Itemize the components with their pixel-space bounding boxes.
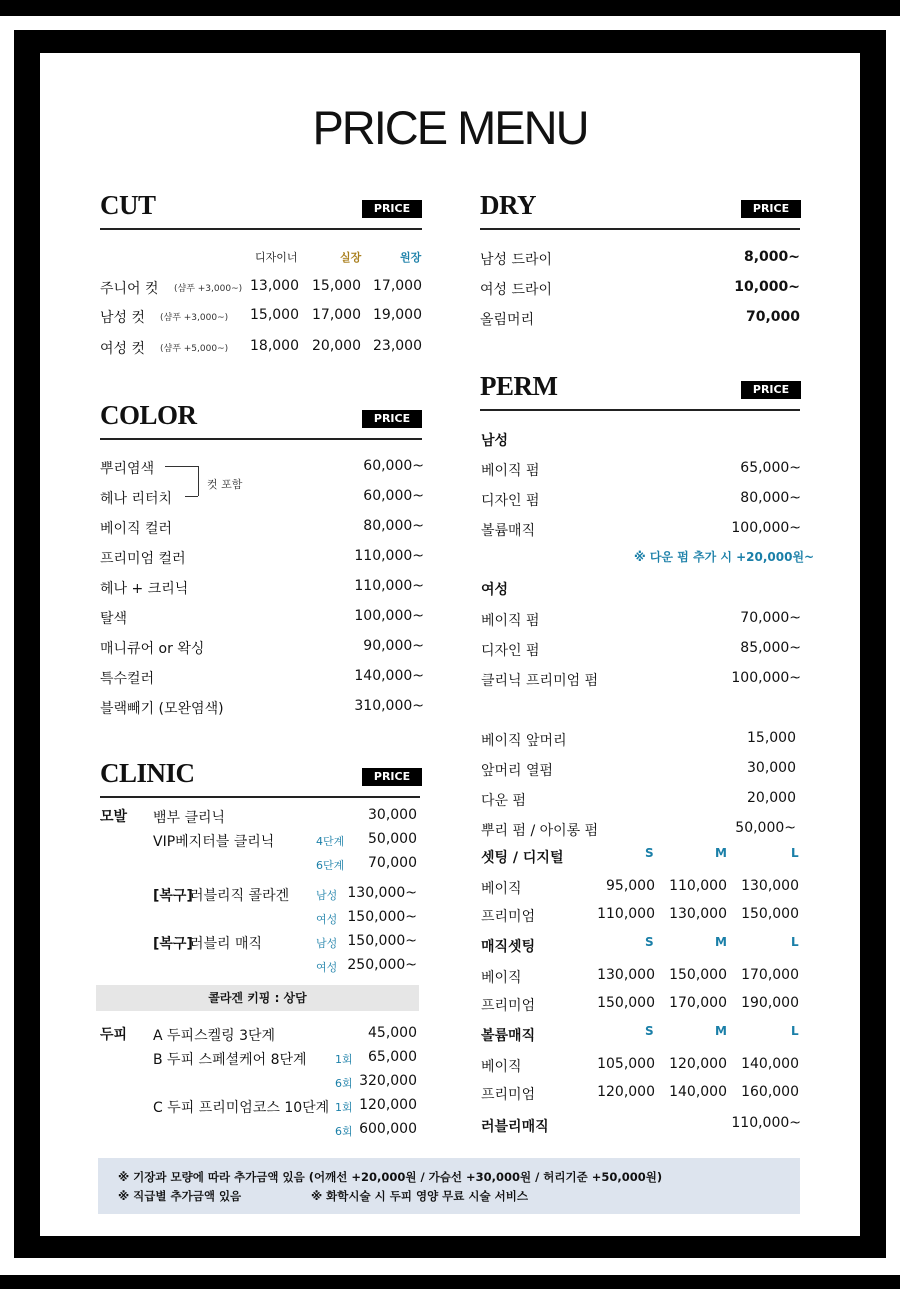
price-size-s: 95,000: [606, 878, 655, 894]
cut-included-note: 컷 포함: [207, 478, 243, 491]
price-size-s: 150,000: [597, 995, 655, 1011]
scalp-item-price: 600,000: [359, 1121, 417, 1137]
size-header-l: L: [791, 1024, 799, 1038]
color-rule: [100, 438, 422, 440]
recovery-prefix: [복구]: [153, 936, 193, 952]
perm-item-name: 베이직 펌: [481, 463, 540, 479]
cut-header-designer: 디자이너: [255, 251, 298, 264]
color-item-name: 블랙빼기 (모완염색): [100, 701, 224, 717]
perm-misc-price: 50,000~: [735, 820, 796, 836]
price-size-s: 105,000: [597, 1056, 655, 1072]
scalp-item-price: 320,000: [359, 1073, 417, 1089]
scalp-item-tag: 1회: [335, 1101, 353, 1114]
clinic-item-name: 뱀부 클리닉: [153, 810, 226, 826]
cut-item-name: 주니어 컷: [100, 281, 159, 297]
cut-item-name: 남성 컷: [100, 310, 146, 326]
cut-price-manager: 15,000: [312, 278, 361, 294]
price-size-l: 190,000: [741, 995, 799, 1011]
size-header-s: S: [645, 846, 654, 860]
clinic-item-price: 150,000~: [347, 909, 417, 925]
price-size-m: 130,000: [669, 906, 727, 922]
cut-section: [100, 190, 422, 360]
color-item-name: 헤나 + 크리닉: [100, 581, 189, 597]
cut-price-designer: 18,000: [250, 338, 299, 354]
perm-item-price: 85,000~: [740, 640, 801, 656]
size-header-s: S: [645, 935, 654, 949]
color-price-badge: PRICE: [362, 410, 422, 428]
color-item-name: 헤나 리터치: [100, 491, 173, 507]
scalp-item-tag: 1회: [335, 1053, 353, 1066]
clinic-item-price: 130,000~: [347, 885, 417, 901]
perm-group-label: 셋팅 / 디지털: [481, 850, 564, 866]
scalp-label: 두피: [100, 1027, 128, 1043]
perm-item-price: 80,000~: [740, 490, 801, 506]
perm-group-item-name: 베이직: [481, 881, 522, 897]
dry-item-name: 올림머리: [480, 312, 535, 328]
price-size-m: 150,000: [669, 967, 727, 983]
size-header-l: L: [791, 935, 799, 949]
collagen-keeping-text: 콜라겐 키핑 : 상담: [208, 991, 307, 1005]
price-size-l: 130,000: [741, 878, 799, 894]
perm-group-label: 볼륨매직: [481, 1028, 536, 1044]
perm-group-item-name: 프리미엄: [481, 998, 536, 1014]
perm-group-label: 매직셋팅: [481, 939, 536, 955]
perm-item-price: 65,000~: [740, 460, 801, 476]
perm-misc-price: 15,000: [747, 730, 796, 746]
color-item-name: 매니큐어 or 왁싱: [100, 641, 205, 657]
lovely-magic-name: 러블리매직: [481, 1119, 549, 1135]
perm-misc-name: 앞머리 열펌: [481, 763, 554, 779]
cut-price-manager: 20,000: [312, 338, 361, 354]
note-line-1: ※ 기장과 모량에 따라 추가금액 있음 (어깨선 +20,000원 / 가슴선 +30,000원 / 허리기준 +50,000원): [118, 1170, 663, 1184]
bracket-top: [165, 466, 198, 467]
clinic-item-tag: 남성: [316, 889, 338, 902]
perm-misc-name: 베이직 앞머리: [481, 733, 567, 749]
perm-item-price: 100,000~: [731, 670, 801, 686]
scalp-item-tag: 6회: [335, 1125, 353, 1138]
perm-misc-name: 뿌리 펌 / 아이롱 펌: [481, 823, 599, 839]
scalp-item-price: 45,000: [368, 1025, 417, 1041]
cut-item-name: 여성 컷: [100, 341, 146, 357]
size-header-s: S: [645, 1024, 654, 1038]
color-item-price: 140,000~: [354, 668, 424, 684]
dry-title: DRY: [480, 190, 537, 220]
perm-group-item-name: 베이직: [481, 970, 522, 986]
scalp-item-price: 120,000: [359, 1097, 417, 1113]
dry-section: [480, 190, 800, 230]
perm-male-label: 남성: [481, 433, 509, 449]
clinic-item-tag: 남성: [316, 937, 338, 950]
dry-rule: [480, 228, 800, 230]
color-item-name: 프리미엄 컬러: [100, 551, 186, 567]
notes-box: [98, 1158, 800, 1214]
perm-misc-name: 다운 펌: [481, 793, 527, 809]
clinic-item-tag: 4단계: [316, 835, 345, 848]
clinic-item-name: 러블리 매직: [190, 936, 263, 952]
scalp-item-name: B 두피 스페셜케어 8단계: [153, 1052, 307, 1068]
clinic-item-price: 70,000: [368, 855, 417, 871]
price-size-l: 160,000: [741, 1084, 799, 1100]
cut-price-director: 17,000: [373, 278, 422, 294]
clinic-rule: [100, 796, 420, 798]
cut-header-director: 원장: [400, 251, 422, 264]
perm-rule: [480, 409, 800, 411]
perm-misc-price: 20,000: [747, 790, 796, 806]
color-title: COLOR: [100, 400, 197, 430]
color-item-name: 특수컬러: [100, 671, 155, 687]
clinic-item-tag: 여성: [316, 961, 338, 974]
perm-title: PERM: [480, 371, 558, 401]
dry-item-name: 여성 드라이: [480, 282, 553, 298]
cut-price-manager: 17,000: [312, 307, 361, 323]
perm-item-name: 베이직 펌: [481, 613, 540, 629]
scalp-item-name: C 두피 프리미엄코스 10단계: [153, 1100, 330, 1116]
lovely-magic-price: 110,000~: [731, 1115, 801, 1131]
collagen-keeping-box: [96, 985, 419, 1011]
cut-header-manager: 실장: [340, 251, 362, 264]
size-header-m: M: [715, 1024, 727, 1038]
clinic-item-name: 러블리직 콜라겐: [190, 888, 290, 904]
cut-price-designer: 13,000: [250, 278, 299, 294]
price-size-m: 110,000: [669, 878, 727, 894]
perm-price-badge: PRICE: [741, 381, 801, 399]
perm-female-label: 여성: [481, 582, 509, 598]
cut-item-note: (샴푸 +3,000~): [174, 284, 243, 294]
perm-item-name: 클리닉 프리미엄 펌: [481, 673, 599, 689]
cut-item-note: (샴푸 +5,000~): [160, 344, 229, 354]
clinic-item-price: 250,000~: [347, 957, 417, 973]
color-item-price: 310,000~: [354, 698, 424, 714]
clinic-item-price: 30,000: [368, 807, 417, 823]
color-item-price: 110,000~: [354, 548, 424, 564]
perm-group-item-name: 프리미엄: [481, 909, 536, 925]
perm-item-name: 볼륨매직: [481, 523, 536, 539]
price-size-s: 120,000: [597, 1084, 655, 1100]
perm-item-name: 디자인 펌: [481, 493, 540, 509]
clinic-item-tag: 여성: [316, 913, 338, 926]
clinic-title: CLINIC: [100, 758, 195, 788]
bottom-bar: [0, 1275, 900, 1289]
cut-price-designer: 15,000: [250, 307, 299, 323]
color-item-price: 90,000~: [363, 638, 424, 654]
bracket-bottom: [185, 496, 198, 497]
color-item-name: 뿌리염색: [100, 461, 155, 477]
note-line-2b: ※ 화학시술 시 두피 영양 무료 시술 서비스: [311, 1189, 528, 1203]
color-section: [100, 400, 422, 440]
perm-item-price: 100,000~: [731, 520, 801, 536]
clinic-item-tag: 6단계: [316, 859, 345, 872]
perm-section: [480, 371, 800, 411]
price-size-l: 170,000: [741, 967, 799, 983]
size-header-m: M: [715, 935, 727, 949]
clinic-item-name: VIP베지터블 클리닉: [153, 834, 275, 850]
perm-misc-price: 30,000: [747, 760, 796, 776]
dry-item-name: 남성 드라이: [480, 252, 553, 268]
color-item-price: 100,000~: [354, 608, 424, 624]
size-header-l: L: [791, 846, 799, 860]
color-item-price: 60,000~: [363, 458, 424, 474]
perm-group-item-name: 프리미엄: [481, 1087, 536, 1103]
dry-item-price: 10,000~: [734, 279, 800, 295]
recovery-prefix: [복구]: [153, 888, 193, 904]
cut-rule: [100, 228, 422, 230]
color-item-price: 110,000~: [354, 578, 424, 594]
down-perm-note: ※ 다운 펌 추가 시 +20,000원~: [634, 550, 815, 564]
price-size-s: 110,000: [597, 906, 655, 922]
dry-item-price: 8,000~: [743, 249, 800, 265]
dry-price-badge: PRICE: [741, 200, 801, 218]
price-size-s: 130,000: [597, 967, 655, 983]
price-size-m: 170,000: [669, 995, 727, 1011]
perm-group-item-name: 베이직: [481, 1059, 522, 1075]
price-size-m: 120,000: [669, 1056, 727, 1072]
color-item-name: 탈색: [100, 611, 128, 627]
dry-item-price: 70,000: [745, 309, 800, 325]
price-size-m: 140,000: [669, 1084, 727, 1100]
cut-price-badge: PRICE: [362, 200, 422, 218]
cut-price-director: 19,000: [373, 307, 422, 323]
scalp-item-tag: 6회: [335, 1077, 353, 1090]
clinic-section: [100, 758, 420, 798]
page-title: PRICE MENU: [312, 101, 588, 154]
clinic-item-price: 150,000~: [347, 933, 417, 949]
color-item-price: 60,000~: [363, 488, 424, 504]
price-size-l: 150,000: [741, 906, 799, 922]
clinic-item-price: 50,000: [368, 831, 417, 847]
size-header-m: M: [715, 846, 727, 860]
price-size-l: 140,000: [741, 1056, 799, 1072]
note-line-2a: ※ 직급별 추가금액 있음: [118, 1189, 242, 1203]
clinic-price-badge: PRICE: [362, 768, 422, 786]
color-item-name: 베이직 컬러: [100, 521, 173, 537]
cut-price-director: 23,000: [373, 338, 422, 354]
scalp-item-name: A 두피스켈링 3단계: [153, 1028, 276, 1044]
bracket-vertical: [198, 466, 199, 496]
hair-label: 모발: [100, 809, 128, 825]
cut-title: CUT: [100, 190, 156, 220]
cut-item-note: (샴푸 +3,000~): [160, 313, 229, 323]
top-bar: [0, 0, 900, 16]
color-item-price: 80,000~: [363, 518, 424, 534]
scalp-item-price: 65,000: [368, 1049, 417, 1065]
perm-item-name: 디자인 펌: [481, 643, 540, 659]
perm-item-price: 70,000~: [740, 610, 801, 626]
